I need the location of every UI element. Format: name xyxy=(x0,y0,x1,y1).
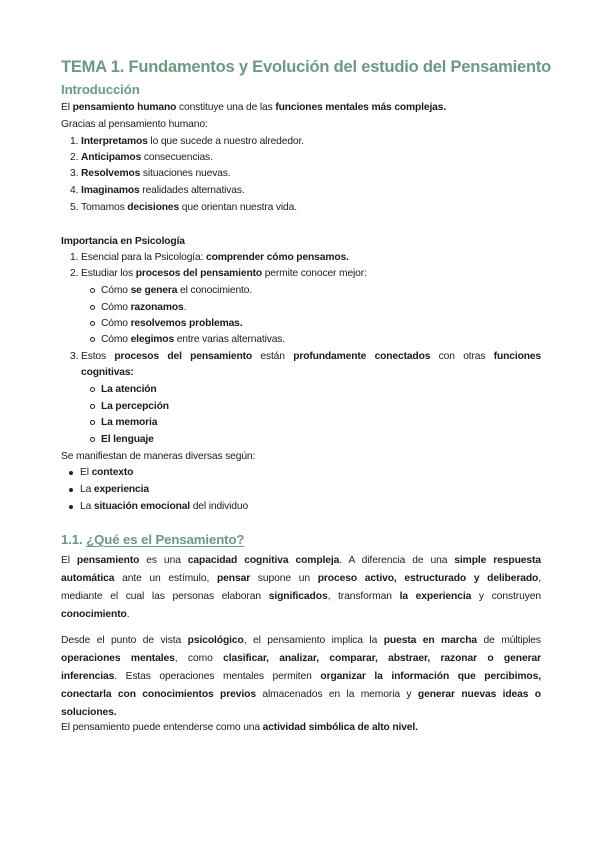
sub-list-item: Cómo elegimos entre varias alternativas. xyxy=(101,334,286,345)
sub-list-item: La memoria xyxy=(101,417,158,428)
list-item: 2. Anticipamos consecuencias. xyxy=(70,152,213,163)
bullet-icon xyxy=(90,387,95,392)
paragraph-symbolic: El pensamiento puede entenderse como una actividad simbólica de alto nivel. xyxy=(61,722,418,733)
sub-list-item: La atención xyxy=(101,384,157,395)
section-heading-1-1: 1.1. ¿Qué es el Pensamiento? xyxy=(61,532,245,547)
bullet-icon xyxy=(90,420,95,425)
sub-list-item: Cómo razonamos. xyxy=(101,302,187,313)
list-item: 1. Interpretamos lo que sucede a nuestro alrededor. xyxy=(70,136,304,147)
bullet-icon xyxy=(69,471,73,475)
sub-list-item: La percepción xyxy=(101,401,169,412)
bullet-icon xyxy=(90,321,95,326)
list-item: 3. Estos procesos del pensamiento están profundamente conectados con otras funciones xyxy=(70,351,541,362)
bullet-icon xyxy=(90,404,95,409)
intro-line-2: Gracias al pensamiento humano: xyxy=(61,119,208,130)
paragraph-psychological: Desde el punto de vista psicológico, el pensamiento implica la puesta en marcha de múltiples operaciones mentales, como clasificar, analizar, comparar, abstraer, razonar o generar inferencias. Estas operaciones mentales permiten organizar la información que percibimos, conectarla con conocimientos previos almacenados en la memoria y generar nuevas ideas o soluciones. xyxy=(61,635,542,718)
bullet-icon xyxy=(90,337,95,342)
list-item: 3. Resolvemos situaciones nuevas. xyxy=(70,168,231,179)
paragraph-definition: El pensamiento es una capacidad cognitiva compleja. A diferencia de una simple respuesta automática ante un estímulo, pensar supone un proceso activo, estructurado y deliberado, mediante el cual las personas elaboran significados, transforman la experiencia y construyen conocimiento. xyxy=(61,555,542,620)
manifest-line: Se manifiestan de maneras diversas según: xyxy=(61,451,256,462)
sub-list-item: El lenguaje xyxy=(101,434,154,445)
importance-heading: Importancia en Psicología xyxy=(61,236,185,247)
bullet-icon xyxy=(90,288,95,293)
list-item: 4. Imaginamos realidades alternativas. xyxy=(70,185,245,196)
sub-list-item: Cómo se genera el conocimiento. xyxy=(101,285,253,296)
list-item: La situación emocional del individuo xyxy=(80,501,249,512)
list-item: 1. Esencial para la Psicología: comprender cómo pensamos. xyxy=(70,252,349,263)
bullet-icon xyxy=(90,437,95,442)
bullet-icon xyxy=(90,305,95,310)
list-item: 5. Tomamos decisiones que orientan nuestra vida. xyxy=(70,202,297,213)
bullet-icon xyxy=(69,488,73,492)
list-item-continuation: cognitivas: xyxy=(81,367,134,378)
sub-list-item: Cómo resolvemos problemas. xyxy=(101,318,243,329)
list-item: 2. Estudiar los procesos del pensamiento permite conocer mejor: xyxy=(70,268,367,279)
section-heading-introduccion: Introducción xyxy=(61,82,140,97)
list-item: La experiencia xyxy=(80,484,149,495)
intro-line-1: El pensamiento humano constituye una de las funciones mentales más complejas. xyxy=(61,102,447,113)
bullet-icon xyxy=(69,505,73,509)
list-item: El contexto xyxy=(80,467,134,478)
document-title: TEMA 1. Fundamentos y Evolución del estudio del Pensamiento xyxy=(61,58,551,76)
